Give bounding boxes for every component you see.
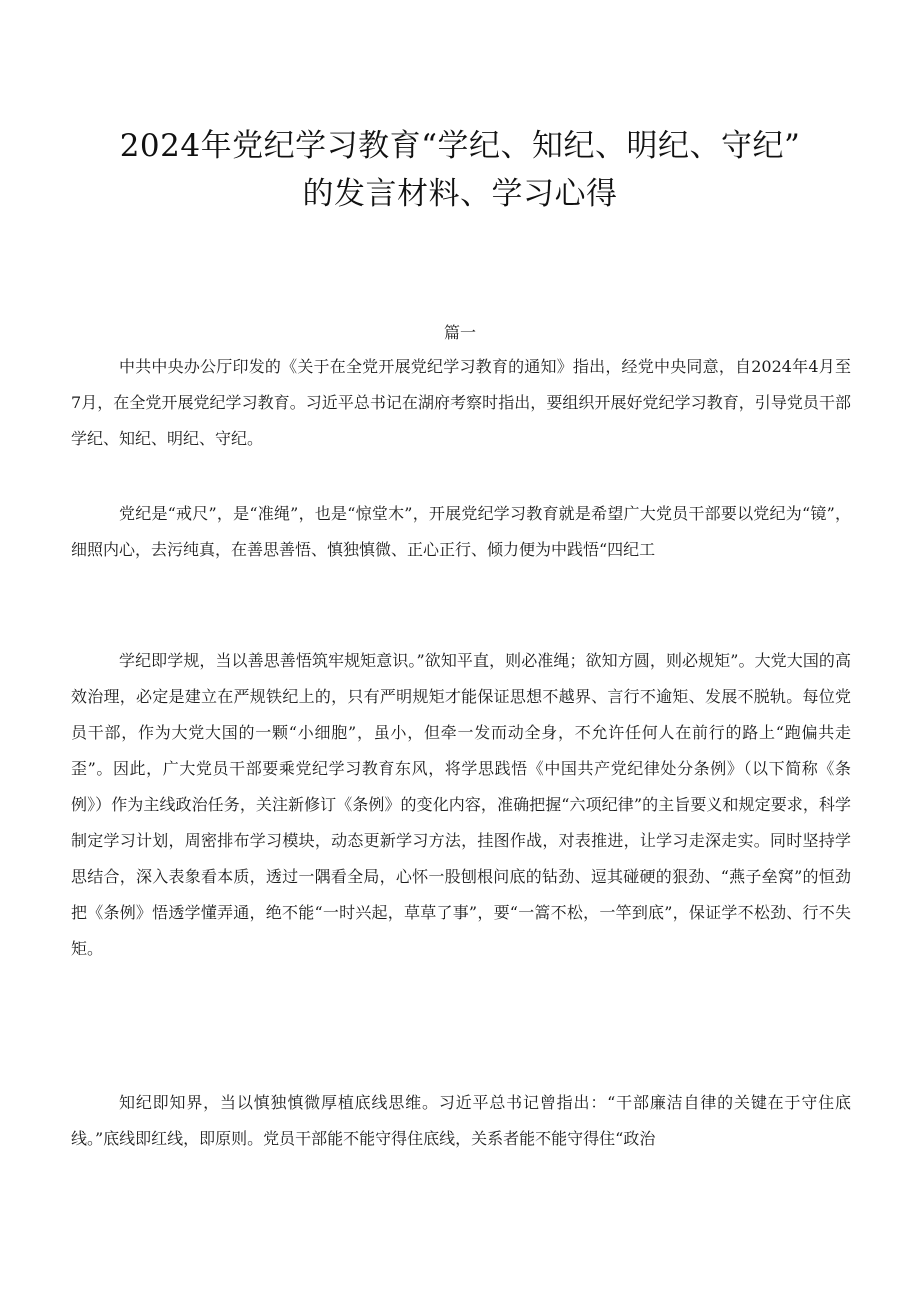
paragraph-3: 学纪即学规，当以善思善悟筑牢规矩意识。”欲知平直，则必准绳；欲知方圆，则必规矩”。大党大国的高效治理，必定是建立在严规铁纪上的，只有严明规矩才能保证思想不越界、言行不逾矩、发展不脱轨。每位党员干部，作为大党大国的一颗“小细胞”，虽小，但牵一发而动全身，不允许任何人在前行的路上“跑偏共走歪”。因此，广大党员干部要乘党纪学习教育东风，将学思践悟《中国共产党纪律处分条例》（以下简称《条例》）作为主线政治任务，关注新修订《条例》的变化内容，准确把握“六项纪律”的主旨要义和规定要求，科学制定学习计划，周密排布学习模块，动态更新学习方法，挂图作战，对表推进，让学习走深走实。同时坚持学思结合，深入表象看本质，透过一隅看全局，心怀一股刨根问底的钻劲、逗其碰硬的狠劲、“燕子垒窝”的恒劲把《条例》悟透学懂弄通，绝不能“一时兴起，草草了事”，要“一篙不松，一竿到底”，保证学不松劲、行不失矩。 [71, 651, 851, 958]
paragraph-2: 党纪是“戒尺”，是“准绳”，也是“惊堂木”，开展党纪学习教育就是希望广大党员干部要以党纪为“镜”，细照内心，去污纯真，在善思善悟、慎独慎微、正心正行、倾力便为中践悟“四纪工 [71, 504, 851, 559]
title-line-2: 的发言材料、学习心得 [302, 176, 618, 212]
document-title [60, 122, 860, 218]
paragraph-4: 知纪即知界，当以慎独慎微厚植底线思维。习近平总书记曾指出：“干部廉洁自律的关键在于守住底线。”底线即红线，即原则。党员干部能不能守得住底线，关系者能不能守得住“政治 [71, 1093, 851, 1148]
paragraph-1: 中共中央办公厅印发的《关于在全党开展党纪学习教育的通知》指出，经党中央同意，自2024年4月至7月，在全党开展党纪学习教育。习近平总书记在湖府考察时指出，要组织开展好党纪学习教育，引导党员干部学纪、知纪、明纪、守纪。 [71, 357, 851, 448]
title-line-1: 2024年党纪学习教育“学纪、知纪、明纪、守纪” [119, 128, 801, 164]
section-heading: 篇一 [443, 323, 476, 342]
